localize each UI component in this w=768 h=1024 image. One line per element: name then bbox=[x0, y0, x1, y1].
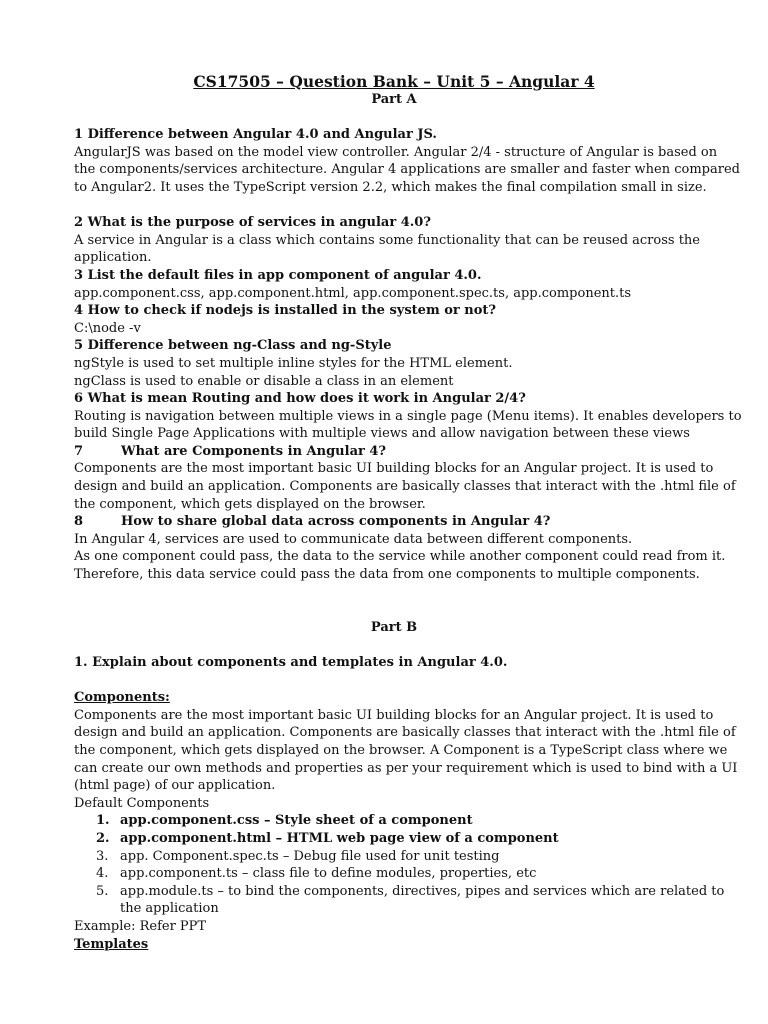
components-line: the component, which gets displayed on the browser. A Component is a TypeScript class where we bbox=[74, 742, 728, 758]
question-5: 5 Difference between ng-Class and ng-Style bbox=[74, 338, 392, 354]
answer-line: ngClass is used to enable or disable a class in an element bbox=[74, 373, 454, 389]
list-item-text: app.component.html – HTML web page view of a component bbox=[120, 830, 559, 846]
question-number: 7 bbox=[74, 443, 84, 459]
answer-line: Therefore, this data service could pass the data from one components to multiple components. bbox=[74, 567, 700, 583]
answer-line: app.component.css, app.component.html, app.component.spec.ts, app.component.ts bbox=[74, 285, 632, 301]
part-a-questions bbox=[74, 126, 742, 583]
components-line: Components are the most important basic UI building blocks for an Angular project. It is used to bbox=[74, 707, 714, 723]
answer-line: A service in Angular is a class which contains some functionality that can be reused across the bbox=[74, 232, 700, 248]
spacer bbox=[74, 584, 714, 602]
question-7 bbox=[74, 443, 714, 461]
part-b-heading: Part B bbox=[370, 619, 418, 635]
templates-heading: Templates bbox=[74, 936, 149, 952]
answer-line: to Angular2. It uses the TypeScript version 2.2, which makes the final compilation small in size. bbox=[74, 179, 707, 195]
list-number: 3. bbox=[96, 848, 109, 864]
list-item bbox=[74, 883, 725, 918]
components-heading: Components: bbox=[74, 690, 170, 706]
components-line: design and build an application. Components are basically classes that interact with the .html file of bbox=[74, 725, 736, 741]
list-item bbox=[74, 848, 714, 866]
components-line: (html page) of our application. bbox=[74, 778, 276, 794]
spacer bbox=[74, 109, 714, 127]
answer-line: ngStyle is used to set multiple inline styles for the HTML element. bbox=[74, 355, 513, 371]
list-item-text: app.module.ts – to bind the components, directives, pipes and services which are related to bbox=[120, 883, 725, 899]
document-title: CS17505 – Question Bank – Unit 5 – Angular 4 bbox=[193, 72, 595, 91]
spacer bbox=[74, 601, 714, 619]
answer-line: design and build an application. Components are basically classes that interact with the .html file of bbox=[74, 479, 736, 495]
list-item-text: the application bbox=[120, 901, 219, 917]
spacer bbox=[74, 636, 714, 654]
question-3: 3 List the default files in app component of angular 4.0. bbox=[74, 267, 482, 283]
spacer bbox=[74, 197, 714, 215]
components-line: can create our own methods and properties as per your requirement which is used to bind with a UI bbox=[74, 760, 738, 776]
question-number: 8 bbox=[74, 514, 84, 530]
question-4: 4 How to check if nodejs is installed in the system or not? bbox=[74, 303, 497, 319]
list-item-text: app.component.ts – class file to define modules, properties, etc bbox=[120, 866, 537, 882]
question-6: 6 What is mean Routing and how does it work in Angular 2/4? bbox=[74, 391, 526, 407]
answer-line: build Single Page Applications with multiple views and allow navigation between these views bbox=[74, 426, 690, 442]
answer-line: Routing is navigation between multiple views in a single page (Menu items). It enables developers to bbox=[74, 408, 742, 424]
question-8 bbox=[74, 513, 714, 531]
answer-line: the component, which gets displayed on the browser. bbox=[74, 496, 426, 512]
list-number: 5. bbox=[96, 883, 109, 899]
list-item bbox=[74, 812, 714, 830]
question-1: 1 Difference between Angular 4.0 and Angular JS. bbox=[74, 127, 437, 143]
answer-line: the components/services architecture. Angular 4 applications are smaller and faster when compared bbox=[74, 162, 740, 178]
question-text: What are Components in Angular 4? bbox=[121, 443, 387, 459]
answer-line: C:\node -v bbox=[74, 320, 141, 336]
list-item-text: app.component.css – Style sheet of a component bbox=[120, 813, 473, 829]
document-body bbox=[74, 72, 742, 953]
example-text: Example: Refer PPT bbox=[74, 918, 207, 934]
list-item-text: app. Component.spec.ts – Debug file used for unit testing bbox=[120, 848, 500, 864]
list-item bbox=[74, 865, 714, 883]
answer-line: Components are the most important basic UI building blocks for an Angular project. It is used to bbox=[74, 461, 714, 477]
list-item bbox=[74, 830, 714, 848]
spacer bbox=[74, 672, 714, 690]
default-components-label: Default Components bbox=[74, 795, 210, 811]
answer-line: application. bbox=[74, 250, 152, 266]
list-number: 1. bbox=[96, 813, 110, 829]
answer-line: As one component could pass, the data to the service while another component could read from it. bbox=[74, 549, 726, 565]
default-components-list bbox=[74, 812, 725, 918]
question-2: 2 What is the purpose of services in angular 4.0? bbox=[74, 215, 431, 231]
part-b-question: 1. Explain about components and templates in Angular 4.0. bbox=[74, 655, 508, 670]
part-a-heading: Part A bbox=[371, 92, 417, 107]
components-paragraph bbox=[74, 707, 738, 795]
question-text: How to share global data across components in Angular 4? bbox=[121, 514, 551, 530]
answer-line: In Angular 4, services are used to communicate data between different components. bbox=[74, 531, 633, 547]
answer-line: AngularJS was based on the model view controller. Angular 2/4 - structure of Angular is based on bbox=[74, 144, 718, 160]
list-number: 4. bbox=[96, 866, 109, 882]
list-number: 2. bbox=[96, 830, 110, 846]
